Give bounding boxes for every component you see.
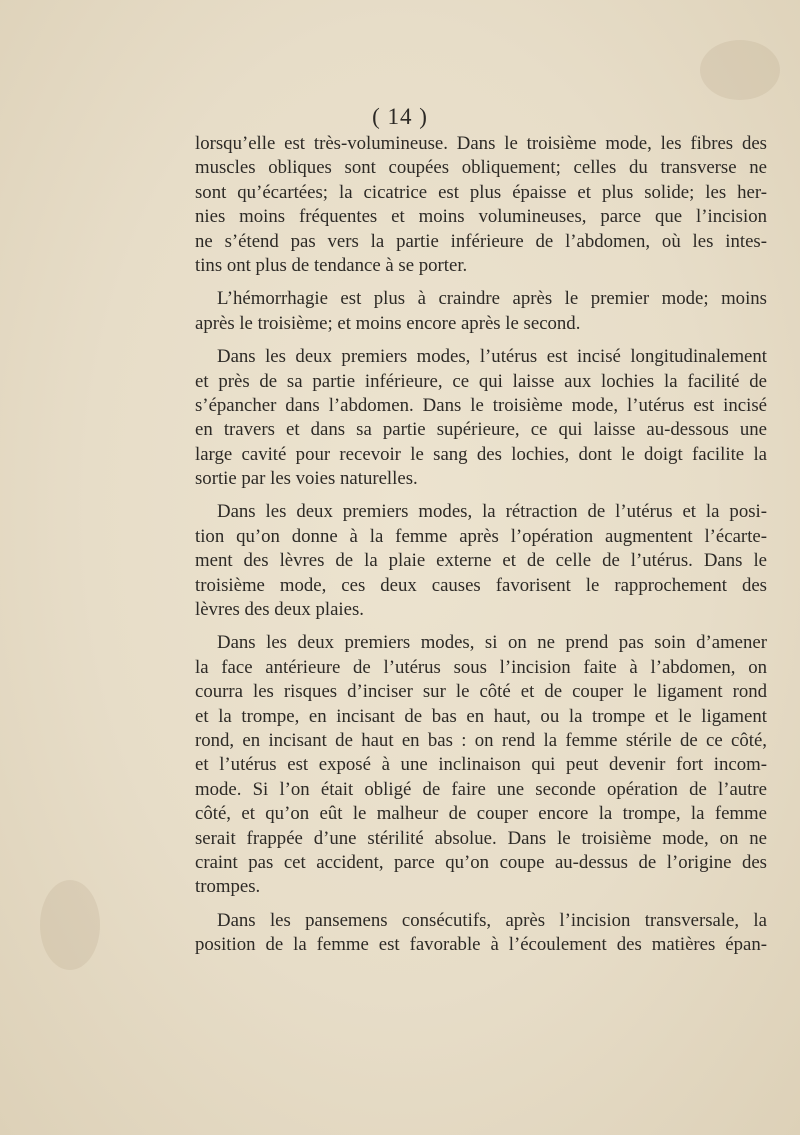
paper-stain	[700, 40, 780, 100]
paragraph	[195, 500, 767, 622]
paragraph	[195, 909, 767, 958]
text-line: côté, et qu’on eût le malheur de couper encore la trompe, la femme	[195, 803, 767, 825]
text-line: ne s’étend pas vers la partie inférieure de l’abdomen, où les intes-	[195, 230, 767, 252]
text-line: craint pas cet accident, parce qu’on coupe au-dessus de l’origine des	[195, 851, 767, 873]
text-line: sont qu’écartées; la cicatrice est plus épaisse et plus solide; les her-	[195, 181, 767, 203]
text-line: tion qu’on donne à la femme après l’opération augmentent l’écarte-	[195, 525, 767, 547]
text-line: sortie par les voies naturelles.	[195, 468, 418, 490]
text-line: muscles obliques sont coupées obliquement; celles du transverse ne	[195, 157, 767, 179]
body-text	[195, 132, 767, 967]
text-line: s’épancher dans l’abdomen. Dans le troisième mode, l’utérus est incisé	[195, 394, 767, 416]
text-line: nies moins fréquentes et moins volumineuses, parce que l’incision	[195, 206, 767, 228]
text-line: après le troisième; et moins encore après le second.	[195, 312, 581, 334]
text-line: L’hémorrhagie est plus à craindre après le premier mode; moins	[217, 288, 767, 310]
text-line: trompes.	[195, 876, 261, 898]
text-line: et près de sa partie inférieure, ce qui laisse aux lochies la facilité de	[195, 370, 767, 392]
text-line: mode. Si l’on était obligé de faire une seconde opération de l’autre	[195, 778, 767, 800]
text-line: la face antérieure de l’utérus sous l’incision faite à l’abdomen, on	[195, 656, 767, 678]
text-line: Dans les deux premiers modes, la rétraction de l’utérus et la posi-	[217, 501, 767, 523]
paragraph	[195, 132, 767, 278]
text-line: position de la femme est favorable à l’écoulement des matières épan-	[195, 934, 767, 956]
text-line: Dans les deux premiers modes, si on ne prend pas soin d’amener	[217, 632, 767, 654]
text-line: large cavité pour recevoir le sang des lochies, dont le doigt facilite la	[195, 443, 767, 465]
paragraph	[195, 287, 767, 336]
text-line: ment des lèvres de la plaie externe et de celle de l’utérus. Dans le	[195, 550, 767, 572]
text-line: Dans les pansemens consécutifs, après l’incision transversale, la	[217, 909, 767, 931]
text-line: serait frappée d’une stérilité absolue. Dans le troisième mode, on ne	[195, 827, 767, 849]
text-line: Dans les deux premiers modes, l’utérus est incisé longitudinalement	[217, 346, 767, 368]
page-number: ( 14 )	[372, 104, 428, 129]
paper-stain	[40, 880, 100, 970]
text-line: lorsqu’elle est très-volumineuse. Dans le troisième mode, les fibres des	[195, 133, 767, 154]
text-line: courra les risques d’inciser sur le côté et de couper le ligament rond	[195, 681, 767, 703]
text-line: troisième mode, ces deux causes favorisent le rapprochement des	[195, 574, 767, 596]
text-line: en travers et dans sa partie supérieure, ce qui laisse au-dessous une	[195, 419, 767, 441]
text-line: tins ont plus de tendance à se porter.	[195, 254, 468, 276]
text-line: et la trompe, en incisant de bas en haut, ou la trompe et le ligament	[195, 705, 767, 727]
text-line: rond, en incisant de haut en bas : on rend la femme stérile de ce côté,	[195, 729, 767, 751]
text-line: et l’utérus est exposé à une inclinaison qui peut devenir fort incom-	[195, 754, 767, 776]
paragraph	[195, 631, 767, 899]
text-line: lèvres des deux plaies.	[195, 599, 364, 621]
paragraph	[195, 345, 767, 491]
